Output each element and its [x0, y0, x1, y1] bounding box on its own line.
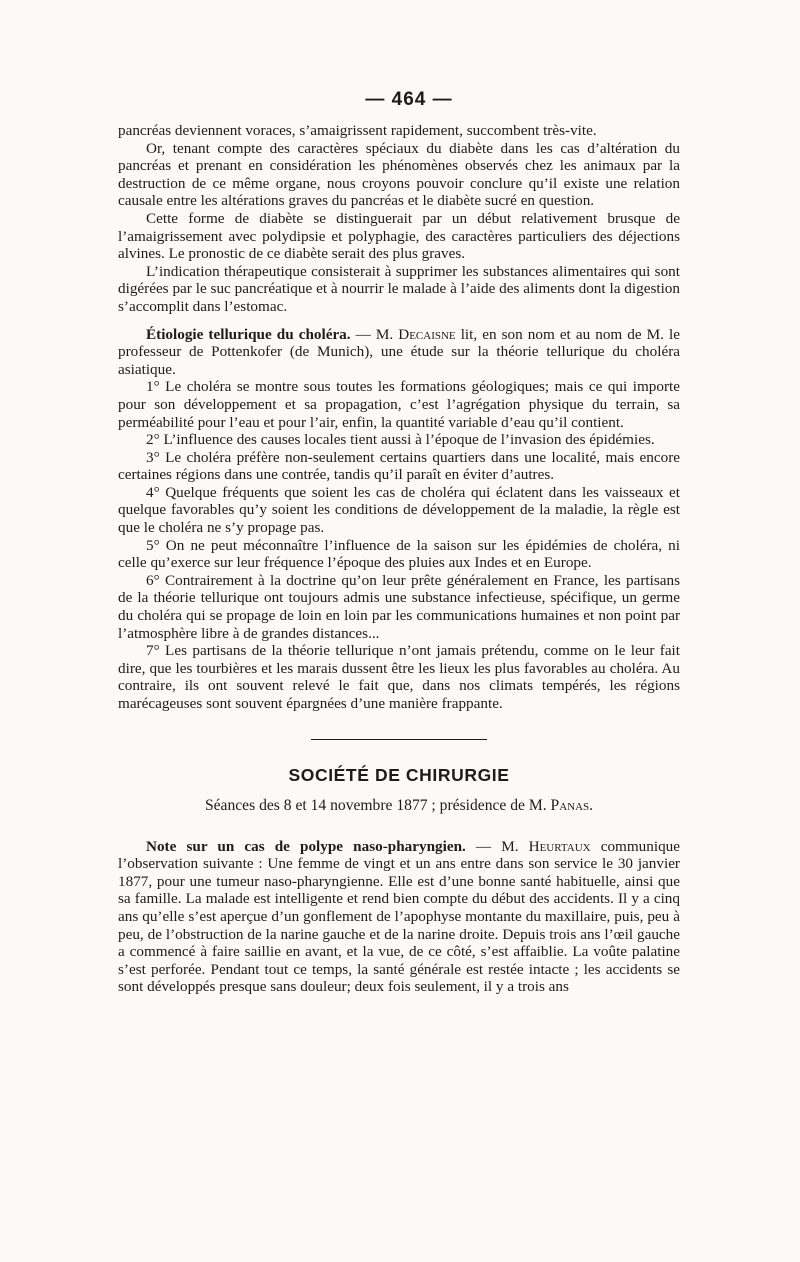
paragraph-pancreas-end: pancréas deviennent voraces, s’amaigrissent rapidement, succombent très-vite.	[118, 122, 597, 139]
spacer	[118, 786, 680, 796]
cholera-heading: Étiologie tellurique du choléra.	[146, 325, 351, 343]
note-dash: — M.	[465, 837, 529, 855]
note-body: communique l’observation suivante : Une femme de vingt et un ans entre dans son service le 30 janvier 1877, pour une tumeur naso-pharyngienne. Elle est d’une bonne santé habituelle, ainsi que sa famille. La malade est intelligente et rend bien compte du début des accidents. Il y a cinq ans qu’elle s’est aperçue d’un gonflement de l’apophyse montante du maxillaire, puis, peu à peu, de l’obstruction de la narine gauche et de la narine droite. Depuis trois ans l’œil gauche a commencé à faire saillie en avant, et la vue, de ce côté, s’est affaiblie. La voûte palatine s’est perforée. Pendant tout ce temps, la santé générale est restée intacte ; les accidents se sont développés presque sans douleur; deux fois seulement, il y a trois ans	[118, 837, 681, 996]
session-line	[118, 796, 680, 816]
text-column	[118, 88, 680, 996]
cholera-intro	[118, 326, 680, 379]
spacer	[118, 740, 680, 764]
session-prefix: Séances des 8 et 14 novembre 1877 ; présidence de M.	[204, 796, 551, 814]
paragraph-therapeutic-indication: L’indication thérapeutique consisterait à supprimer les substances alimentaires qui sont digérées par le suc pancréatique et à nourrir le malade à l’aide des aliments dont la digestion s’accomplit dans l’estomac.	[118, 262, 680, 315]
cholera-point-3: 3° Le choléra préfère non-seulement certains quartiers dans une localité, mais encore certaines régions dans une contrée, tandis qu’il paraît en éviter d’autres.	[118, 448, 680, 484]
spacer	[118, 316, 680, 326]
cholera-point-2: 2° L’influence des causes locales tient aussi à l’époque de l’invasion des épidémies.	[146, 431, 655, 449]
session-president: Panas	[550, 796, 590, 814]
paragraph-pancreas-conclusion: Or, tenant compte des caractères spéciaux du diabète dans les cas d’altération du pancréas et prenant en considération les phénomènes observés chez les animaux par la destruction de ce même organe, nous croyons pouvoir conclure qu’il existe une relation causale entre les altérations graves du pancréas et le diabète sucré en question.	[118, 139, 680, 210]
session-suffix: .	[589, 796, 594, 814]
spacer	[118, 713, 680, 739]
cholera-point-7: 7° Les partisans de la théorie tellurique n’ont jamais prétendu, comme on le leur fait dire, que les tourbières et les marais dussent être les lieux les plus favorables au choléra. Au contraire, ils ont souvent relevé le fait que, dans nos climats tempérés, les régions marécageuses sont souvent épargnées d’une manière frappante.	[118, 642, 680, 712]
paragraph-diabetes-form: Cette forme de diabète se distinguerait par un début relativement brusque de l’amaigrissement avec polydipsie et polyphagie, des caractères particuliers des déjections alvines. Le pronostic de ce diabète serait des plus graves.	[118, 209, 680, 263]
cholera-point-6: 6° Contrairement à la doctrine qu’on leur prête généralement en France, les partisans de la théorie tellurique ont toujours admis une substance infectieuse, spécifique, un germe du choléra qui se propage de loin en loin par les communications humaines et non point par l’atmosphère libre à de grandes distances...	[118, 571, 680, 642]
note-paragraph	[118, 838, 680, 996]
page-number: — 464 —	[365, 89, 453, 110]
cholera-dash: — M.	[350, 325, 399, 343]
cholera-point-5: 5° On ne peut méconnaître l’influence de la saison sur les épidémies de choléra, ni celle qu’exerce sur leur fréquence l’époque des pluies aux Indes et en Europe.	[118, 536, 680, 572]
section-title: SOCIÉTÉ DE CHIRURGIE	[288, 764, 510, 785]
note-author: Heurtaux	[528, 837, 591, 855]
cholera-author: Decaisne	[398, 325, 456, 343]
note-heading: Note sur un cas de polype naso-pharyngien.	[146, 837, 466, 855]
spacer	[118, 816, 680, 838]
cholera-point-4: 4° Quelque fréquents que soient les cas de choléra qui éclatent dans les vaisseaux et quelque favorables qu’y soient les conditions de développement de la maladie, la règle est que le choléra ne s’y propage pas.	[118, 483, 680, 537]
cholera-point-1: 1° Le choléra se montre sous toutes les formations géologiques; mais ce qui importe pour son développement et sa propagation, c’est l’agrégation physique du terrain, sa perméabilité pour l’eau et pour l’air, enfin, la quantité variable d’eau qu’il contient.	[118, 378, 680, 431]
cholera-intro-rest: lit, en son nom et au nom de M. le professeur de Pottenkofer (de Munich), une étude sur la théorie tellurique du choléra asiatique.	[118, 325, 680, 378]
